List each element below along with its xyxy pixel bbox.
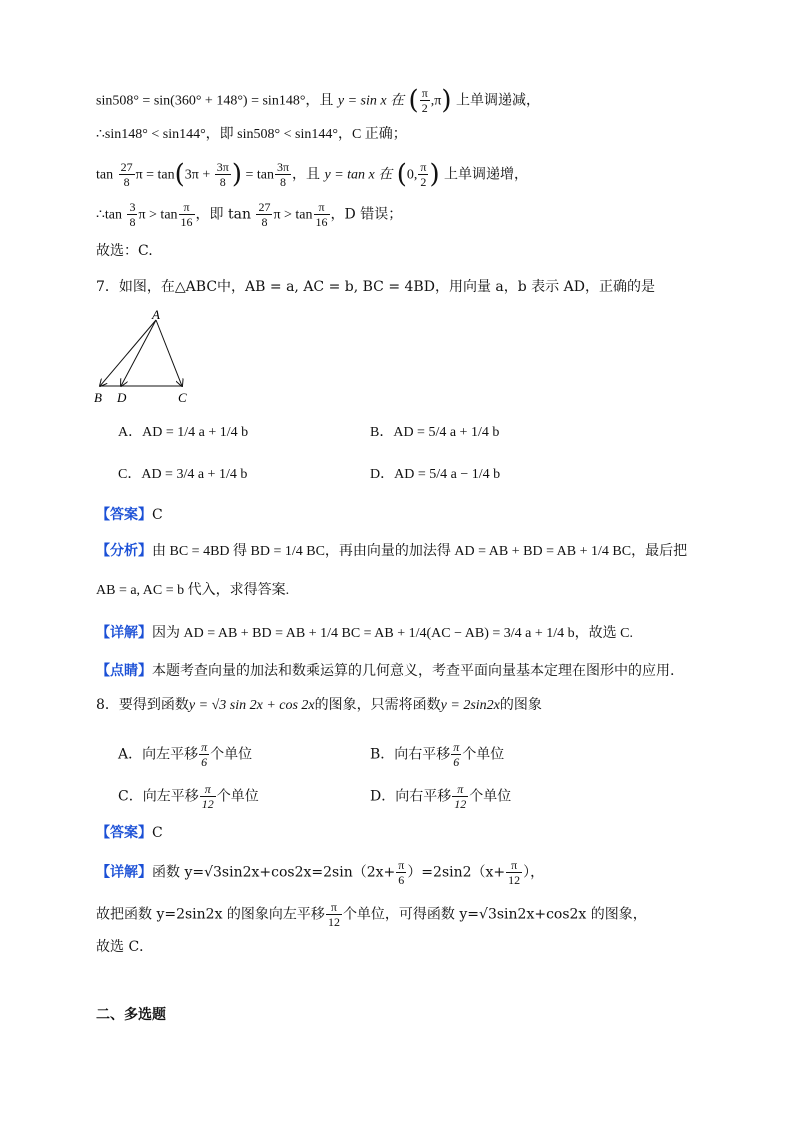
q7-answer: 【答案】C	[96, 507, 163, 523]
q8-detail-2: 故把函数 y=2sin2x 的图象向左平移 $\frac{\pi}{12}$ 个单位，可得函数 y=√3sin2x+cos2x 的图象，	[96, 900, 647, 929]
q6-line-2: ∴sin148° < sin144°，即 sin508° < sin144°，C 正确；	[96, 127, 407, 142]
q6-line-1: sin508° = sin(360° + 148°) = sin148°，且 y = sin x 在 ( $\frac{\pi}{2}$ ,π) 上单调递减，	[96, 85, 540, 116]
label-a: A	[152, 308, 160, 322]
q8-option-c: C．向左平移 $\frac{\pi}{12}$ 个单位	[118, 782, 259, 811]
vector-ab	[100, 320, 156, 386]
q7-option-a: A．AD = 1/4 a + 1/4 b	[118, 425, 249, 440]
q7-option-b: B．AD = 5/4 a + 1/4 b	[370, 425, 500, 440]
q7-detail: 【详解】因为 AD = AB + BD = AB + 1/4 BC = AB + 1/4(AC − AB) = 3/4 a + 1/4 b，故选 C.	[96, 625, 633, 641]
q6-line-4: ∴tan $\frac{3}{8}$ π > tan $\frac{\pi}{16}$ ，即 tan $\frac{27}{8}$ π > tan $\frac{\pi}{16}$ ，D 错误；	[96, 200, 403, 229]
q7-option-c: C．AD = 3/4 a + 1/4 b	[118, 467, 248, 482]
label-b: B	[94, 390, 102, 405]
triangle-figure	[90, 308, 200, 408]
q7-analysis-2: AB = a, AC = b 代入，求得答案.	[96, 583, 290, 598]
q7-analysis: 【分析】由 BC = 4BD 得 BD = 1/4 BC，再由向量的加法得 AD = AB + BD = AB + 1/4 BC，最后把	[96, 543, 688, 559]
q8-stem: 8．要得到函数y = √3 sin 2x + cos 2x的图象，只需将函数y = 2sin2x的图象	[96, 697, 542, 713]
q7-option-d: D．AD = 5/4 a − 1/4 b	[370, 467, 501, 482]
q7-stem: 7．如图，在△ABC中，AB = a, AC = b, BC = 4BD，用向量 a，b 表示 AD，正确的是	[96, 279, 655, 295]
label-c: C	[178, 390, 187, 405]
vector-ac	[156, 320, 182, 386]
q7-comment: 【点睛】本题考查向量的加法和数乘运算的几何意义，考查平面向量基本定理在图形中的应用.	[96, 663, 675, 679]
q8-option-d: D．向右平移 $\frac{\pi}{12}$ 个单位	[370, 782, 512, 811]
vector-ad	[121, 320, 156, 386]
q8-detail: 【详解】函数 y=√3sin2x+cos2x=2sin（2x+ $\frac{\pi}{6}$ ）=2sin2（x+ $\frac{\pi}{12}$ ），	[96, 858, 545, 887]
q8-answer: 【答案】C	[96, 825, 163, 841]
q8-option-a: A．向左平移 $\frac{\pi}{6}$ 个单位	[118, 740, 253, 769]
section-title: 二、多选题	[96, 1007, 166, 1023]
q6-line-5: 故选：C.	[96, 243, 153, 259]
q8-detail-3: 故选 C．	[96, 939, 154, 955]
label-d: D	[117, 390, 127, 405]
q6-line-3: tan $\frac{27}{8}$ π = tan(3π + $\frac{3\pi}{8}$ ) = tan $\frac{3\pi}{8}$ ，且 y = tan x 在 (0, $\frac{\pi}{2}$ ) 上单调递增，	[96, 159, 529, 190]
q8-option-b: B．向右平移 $\frac{\pi}{6}$ 个单位	[370, 740, 505, 769]
